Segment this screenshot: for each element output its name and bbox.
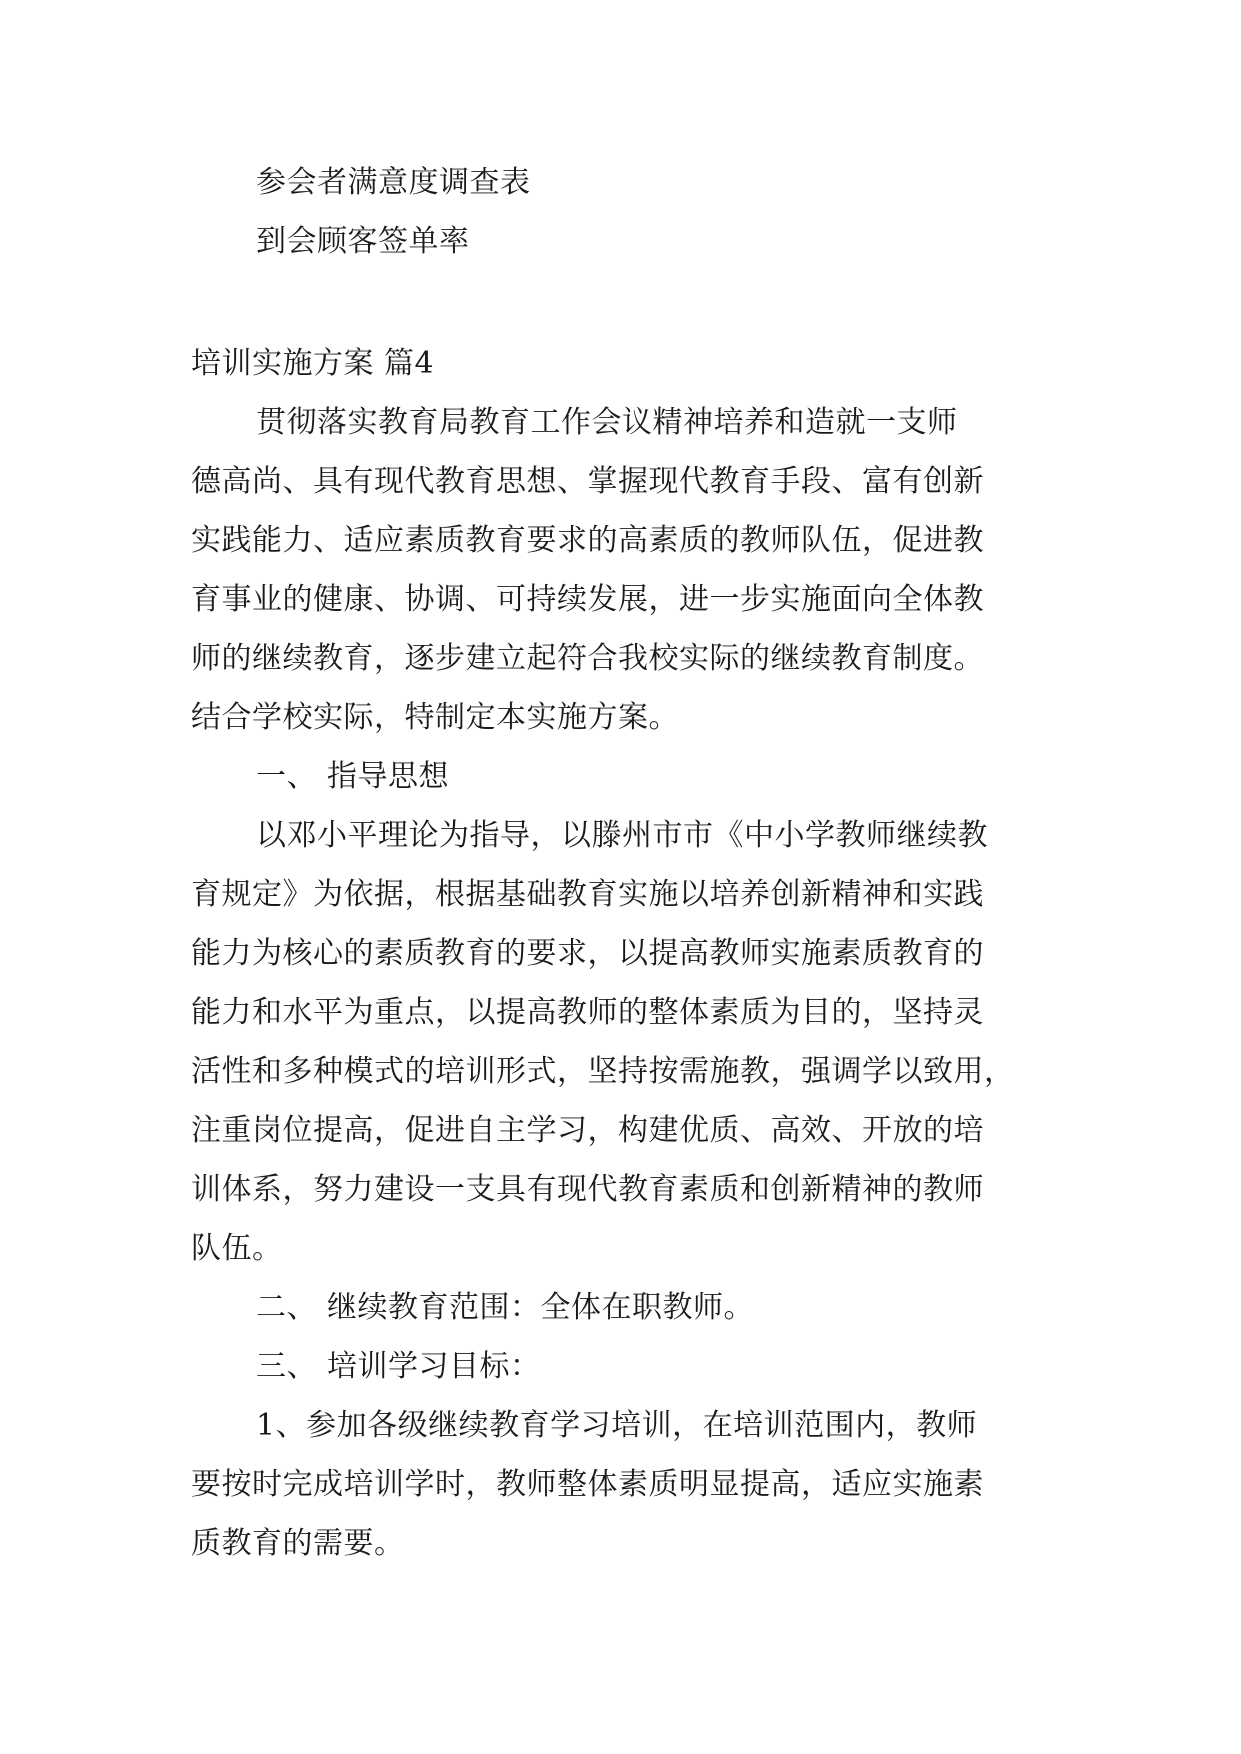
para3-line-2: 要按时完成培训学时，教师整体素质明显提高，适应实施素	[191, 1467, 984, 1502]
intro-line-3: 实践能力、适应素质教育要求的高素质的教师队伍，促进教	[191, 523, 984, 558]
list-item-survey: 参会者满意度调查表	[256, 165, 531, 200]
list-item-signing-rate: 到会顾客签单率	[256, 224, 470, 259]
para1-line-8: 队伍。	[191, 1231, 283, 1266]
para1-line-6: 注重岗位提高，促进自主学习，构建优质、高效、开放的培	[191, 1113, 984, 1148]
heading-scope: 二、 继续教育范围：全体在职教师。	[256, 1290, 755, 1325]
heading-goals: 三、 培训学习目标：	[256, 1349, 541, 1384]
para1-line-3: 能力为核心的素质教育的要求，以提高教师实施素质教育的	[191, 936, 984, 971]
intro-line-5: 师的继续教育，逐步建立起符合我校实际的继续教育制度。	[191, 641, 984, 676]
para3-line-1: 1、参加各级继续教育学习培训，在培训范围内，教师	[256, 1408, 978, 1443]
para1-line-2: 育规定》为依据，根据基础教育实施以培养创新精神和实践	[191, 877, 984, 912]
para1-line-5: 活性和多种模式的培训形式，坚持按需施教，强调学以致用，	[191, 1054, 1015, 1089]
section-title: 培训实施方案 篇4	[191, 346, 435, 381]
intro-line-6: 结合学校实际，特制定本实施方案。	[191, 700, 679, 735]
intro-line-2: 德高尚、具有现代教育思想、掌握现代教育手段、富有创新	[191, 464, 984, 499]
para3-line-3: 质教育的需要。	[191, 1526, 405, 1561]
intro-line-1: 贯彻落实教育局教育工作会议精神培养和造就一支师	[256, 405, 958, 440]
intro-line-4: 育事业的健康、协调、可持续发展，进一步实施面向全体教	[191, 582, 984, 617]
heading-guiding-thought: 一、 指导思想	[256, 759, 450, 794]
para1-line-4: 能力和水平为重点，以提高教师的整体素质为目的，坚持灵	[191, 995, 984, 1030]
para1-line-1: 以邓小平理论为指导，以滕州市市《中小学教师继续教	[256, 818, 988, 853]
para1-line-7: 训体系，努力建设一支具有现代教育素质和创新精神的教师	[191, 1172, 984, 1207]
